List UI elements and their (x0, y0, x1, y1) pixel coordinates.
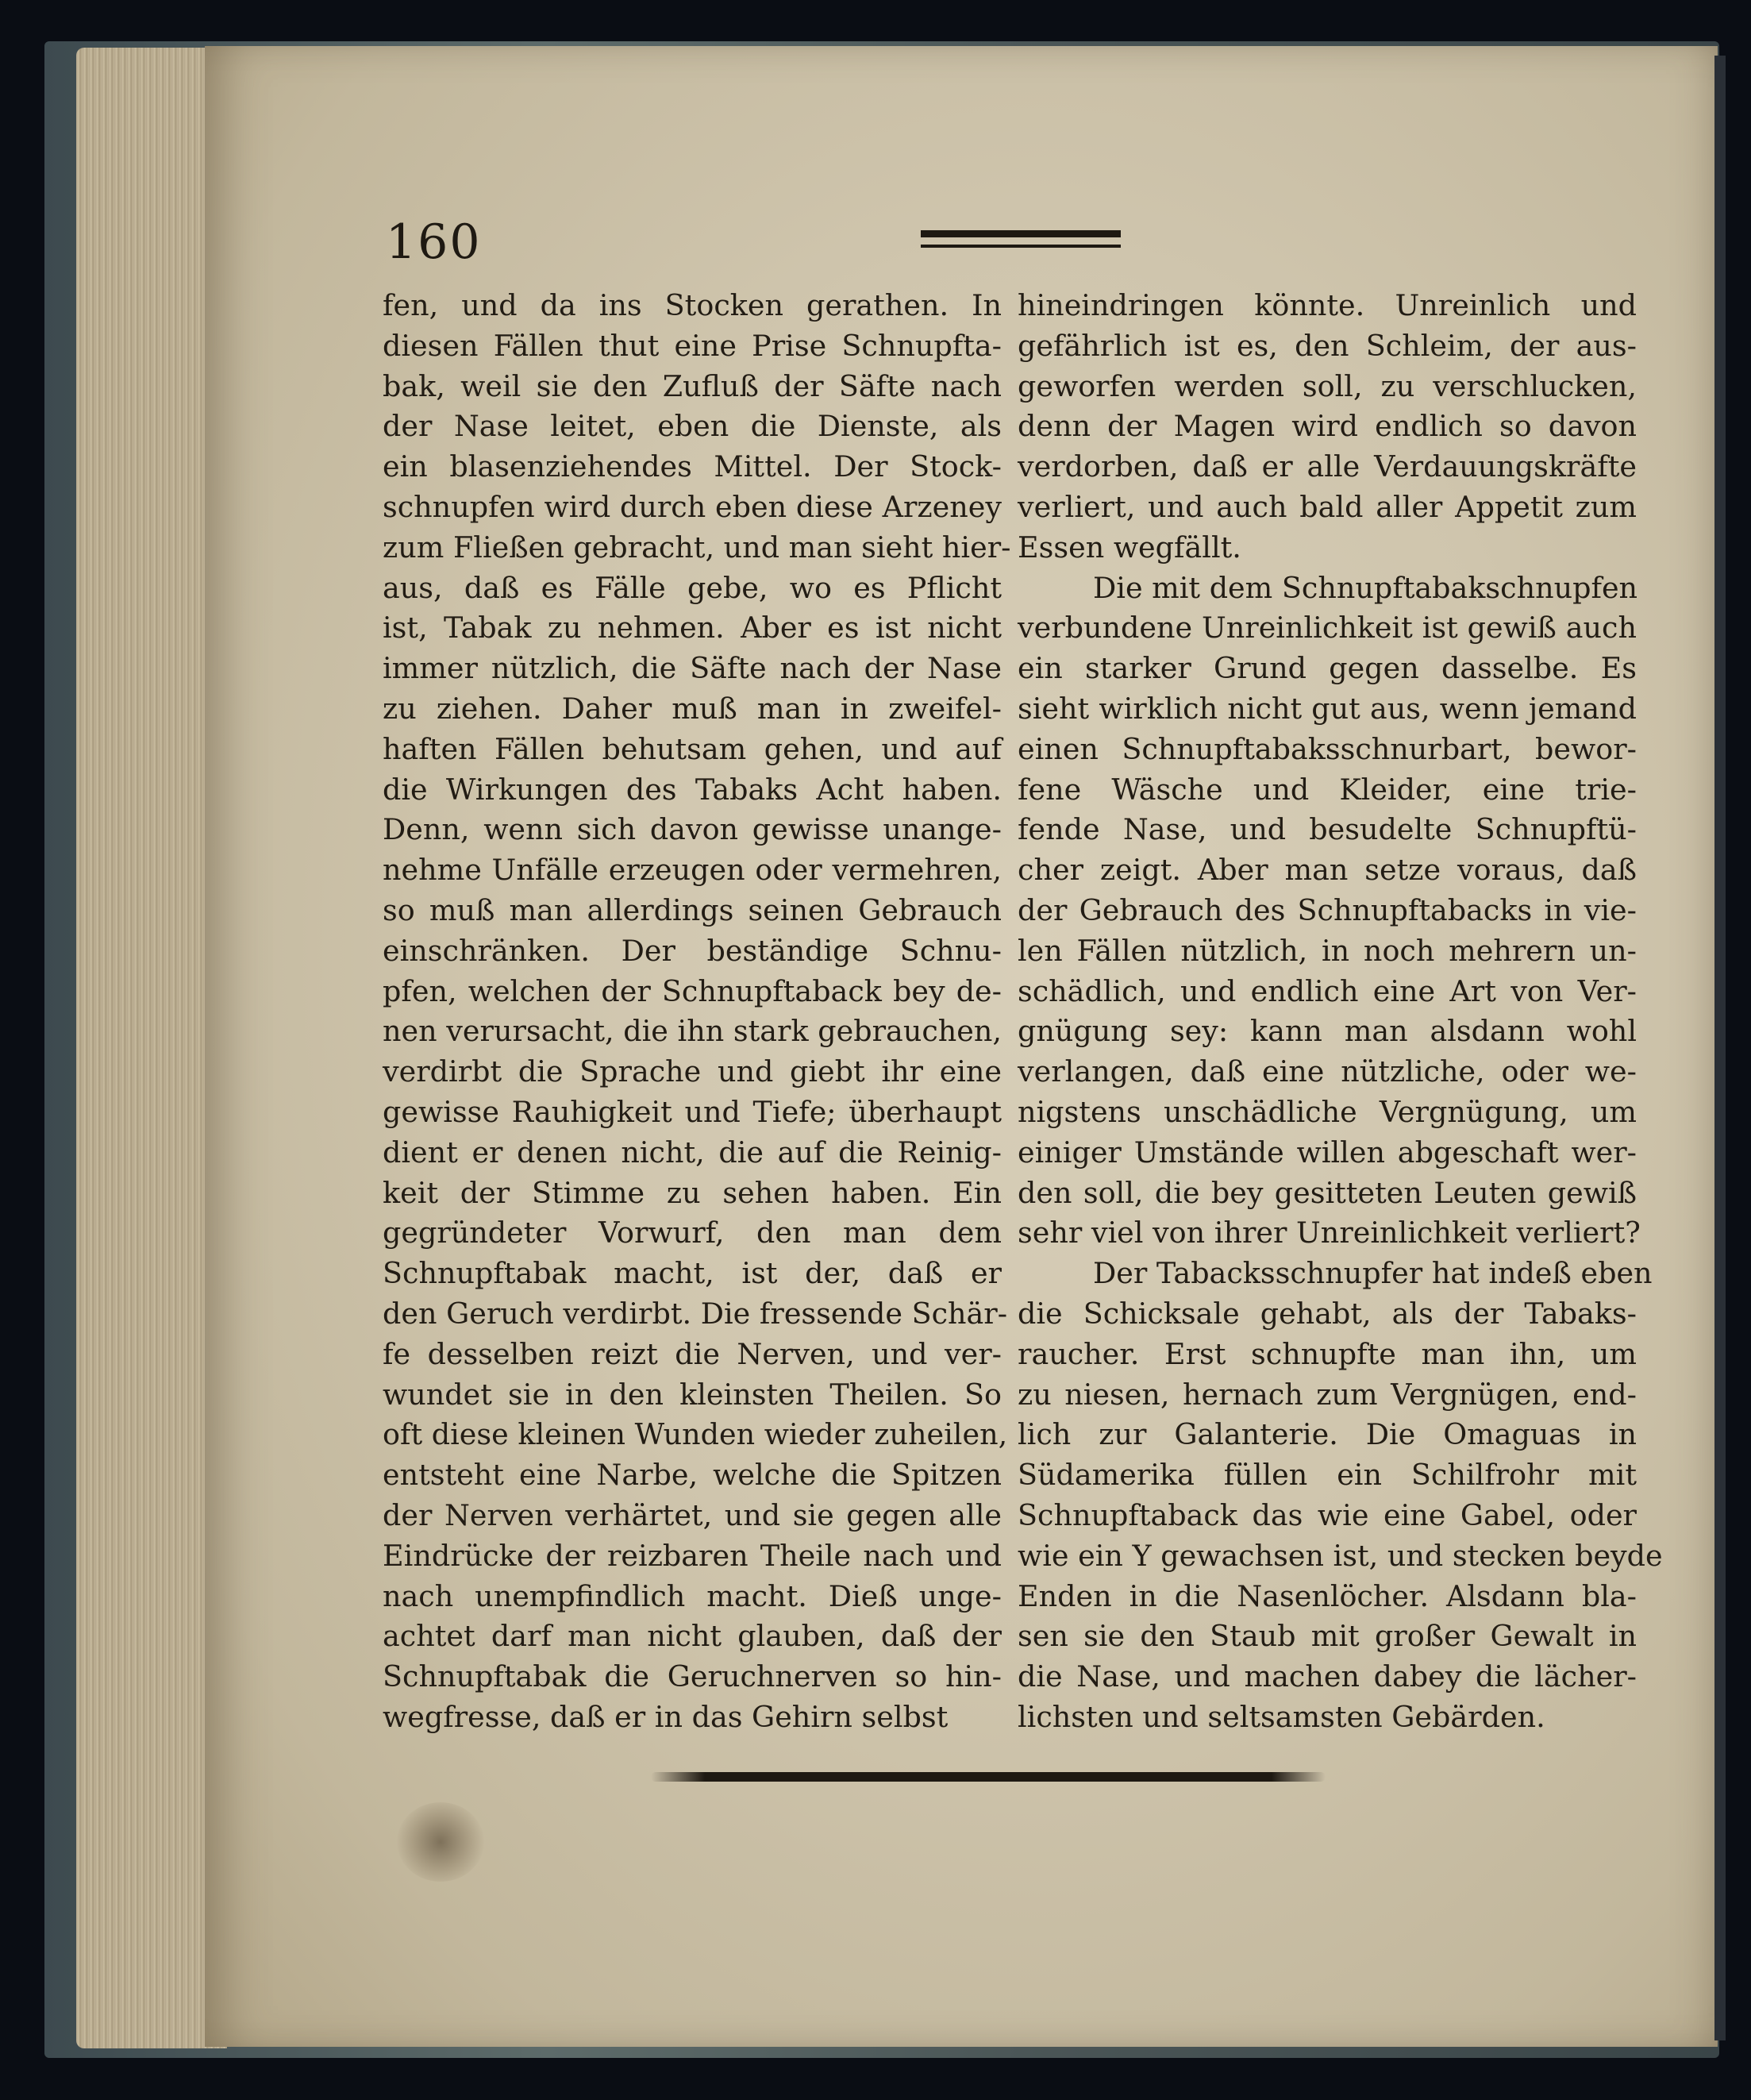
text-line: schädlich, und endlich eine Art von Ver- (1018, 973, 1637, 1008)
text-line: cher zeigt. Aber man setze voraus, daß (1018, 853, 1637, 888)
text-line: Denn, wenn sich davon gewisse unange- (383, 812, 1002, 847)
text-line: diesen Fällen thut eine Prise Schnupfta- (383, 328, 1002, 363)
page-number: 160 (386, 214, 482, 270)
text-line: Schnupftabak macht, ist der, daß er (383, 1256, 1002, 1291)
text-line: fende Nase, und besudelte Schnupftü- (1018, 812, 1637, 847)
text-line: gefährlich ist es, den Schleim, der aus- (1018, 328, 1637, 363)
text-line: die Wirkungen des Tabaks Acht haben. (383, 772, 1002, 807)
text-line: bak, weil sie den Zufluß der Säfte nach (383, 368, 1002, 403)
text-line: haften Fällen behutsam gehen, und auf (383, 731, 1002, 766)
text-line: der Nerven verhärtet, und sie gegen alle (383, 1497, 1002, 1532)
text-line: den soll, die bey gesitteten Leuten gewiß (1018, 1175, 1637, 1210)
text-line: den Geruch verdirbt. Die fressende Schär- (383, 1296, 1008, 1331)
text-line: hineindringen könnte. Unreinlich und (1018, 288, 1637, 322)
text-line: aus, daß es Fälle gebe, wo es Pflicht (383, 570, 1002, 605)
text-line: keit der Stimme zu sehen haben. Ein (383, 1175, 1002, 1210)
text-line: gegründeter Vorwurf, den man dem (383, 1216, 1002, 1250)
text-line: lich zur Galanterie. Die Omaguas in (1018, 1417, 1637, 1452)
text-line: schnupfen wird durch eben diese Arzeney (383, 489, 1002, 524)
text-line: dient er denen nicht, die auf die Reinig- (383, 1135, 1002, 1169)
text-line: ein blasenziehendes Mittel. Der Stock- (383, 449, 1002, 484)
text-line: so muß man allerdings seinen Gebrauch (383, 892, 1002, 927)
text-line: entsteht eine Narbe, welche die Spitzen (383, 1458, 1002, 1493)
text-line: Der Tabacksschnupfer hat indeß eben (1093, 1256, 1653, 1291)
text-line: Enden in die Nasenlöcher. Alsdann bla- (1018, 1578, 1637, 1613)
text-line: einschränken. Der beständige Schnu- (383, 933, 1002, 968)
text-line: Die mit dem Schnupftabakschnupfen (1093, 570, 1638, 605)
text-line: lichsten und seltsamsten Gebärden. (1018, 1699, 1545, 1734)
text-line: pfen, welchen der Schnupftaback bey de- (383, 973, 1002, 1008)
text-line: achtet darf man nicht glauben, daß der (383, 1619, 1002, 1654)
text-line: len Fällen nützlich, in noch mehrern un- (1018, 933, 1637, 968)
text-line: Südamerika füllen ein Schilfrohr mit (1018, 1458, 1637, 1493)
text-line: Schnupftaback das wie eine Gabel, oder (1018, 1497, 1637, 1532)
text-line: sen sie den Staub mit großer Gewalt in (1018, 1619, 1637, 1654)
text-line: die Nase, und machen dabey die lächer- (1018, 1659, 1637, 1694)
text-line: wegfresse, daß er in das Gehirn selbst (383, 1699, 949, 1734)
footer-rule (651, 1772, 1326, 1782)
text-column-right (1018, 286, 1663, 1738)
text-line: Eindrücke der reizbaren Theile nach und (383, 1538, 1002, 1573)
text-line: sehr viel von ihrer Unreinlichkeit verliert? (1018, 1216, 1641, 1250)
ink-stain (397, 1802, 484, 1882)
text-line: verdirbt die Sprache und giebt ihr eine (383, 1054, 1002, 1089)
text-line: geworfen werden soll, zu verschlucken, (1018, 368, 1637, 403)
text-column-left (383, 286, 1011, 1738)
text-line: oft diese kleinen Wunden wieder zuheilen, (383, 1417, 1008, 1452)
text-line: nen verursacht, die ihn stark gebrauchen, (383, 1014, 1002, 1049)
text-line: Essen wegfällt. (1018, 530, 1241, 564)
text-line: verdorben, daß er alle Verdauungskräfte (1018, 449, 1637, 484)
header-rule (921, 230, 1121, 248)
text-line: gewisse Rauhigkeit und Tiefe; überhaupt (383, 1094, 1002, 1129)
text-line: raucher. Erst schnupfte man ihn, um (1018, 1336, 1637, 1371)
text-line: wie ein Y gewachsen ist, und stecken beyde (1018, 1538, 1663, 1573)
text-line: Schnupftabak die Geruchnerven so hin- (383, 1659, 1002, 1694)
text-line: nehme Unfälle erzeugen oder vermehren, (383, 853, 1002, 888)
text-line: fen, und da ins Stocken gerathen. In (383, 288, 1002, 322)
text-line: ein starker Grund gegen dasselbe. Es (1018, 651, 1637, 686)
text-line: einiger Umstände willen abgeschaft wer- (1018, 1135, 1637, 1169)
text-line: fene Wäsche und Kleider, eine trie- (1018, 772, 1637, 807)
text-line: fe desselben reizt die Nerven, und ver- (383, 1336, 1002, 1371)
text-line: verlangen, daß eine nützliche, oder we- (1018, 1054, 1637, 1089)
text-line: nigstens unschädliche Vergnügung, um (1018, 1094, 1637, 1129)
text-line: der Gebrauch des Schnupftabacks in vie- (1018, 892, 1637, 927)
text-line: wundet sie in den kleinsten Theilen. So (383, 1377, 1002, 1412)
text-line: zum Fließen gebracht, und man sieht hier- (383, 530, 1011, 564)
binding-shadow (1714, 56, 1726, 2040)
text-line: zu ziehen. Daher muß man in zweifel- (383, 691, 1002, 726)
text-line: gnügung sey: kann man alsdann wohl (1018, 1014, 1637, 1049)
text-line: verbundene Unreinlichkeit ist gewiß auch (1018, 611, 1637, 645)
text-line: denn der Magen wird endlich so davon (1018, 409, 1637, 444)
text-line: ist, Tabak zu nehmen. Aber es ist nicht (383, 611, 1002, 645)
text-line: verliert, und auch bald aller Appetit zum (1018, 489, 1637, 524)
text-line: der Nase leitet, eben die Dienste, als (383, 409, 1002, 444)
text-line: sieht wirklich nicht gut aus, wenn jemand (1018, 691, 1637, 726)
text-line: einen Schnupftabaksschnurbart, bewor- (1018, 731, 1637, 766)
text-line: immer nützlich, die Säfte nach der Nase (383, 651, 1002, 686)
text-line: zu niesen, hernach zum Vergnügen, end- (1018, 1377, 1637, 1412)
text-line: die Schicksale gehabt, als der Tabaks- (1018, 1296, 1637, 1331)
text-line: nach unempfindlich macht. Dieß unge- (383, 1578, 1002, 1613)
